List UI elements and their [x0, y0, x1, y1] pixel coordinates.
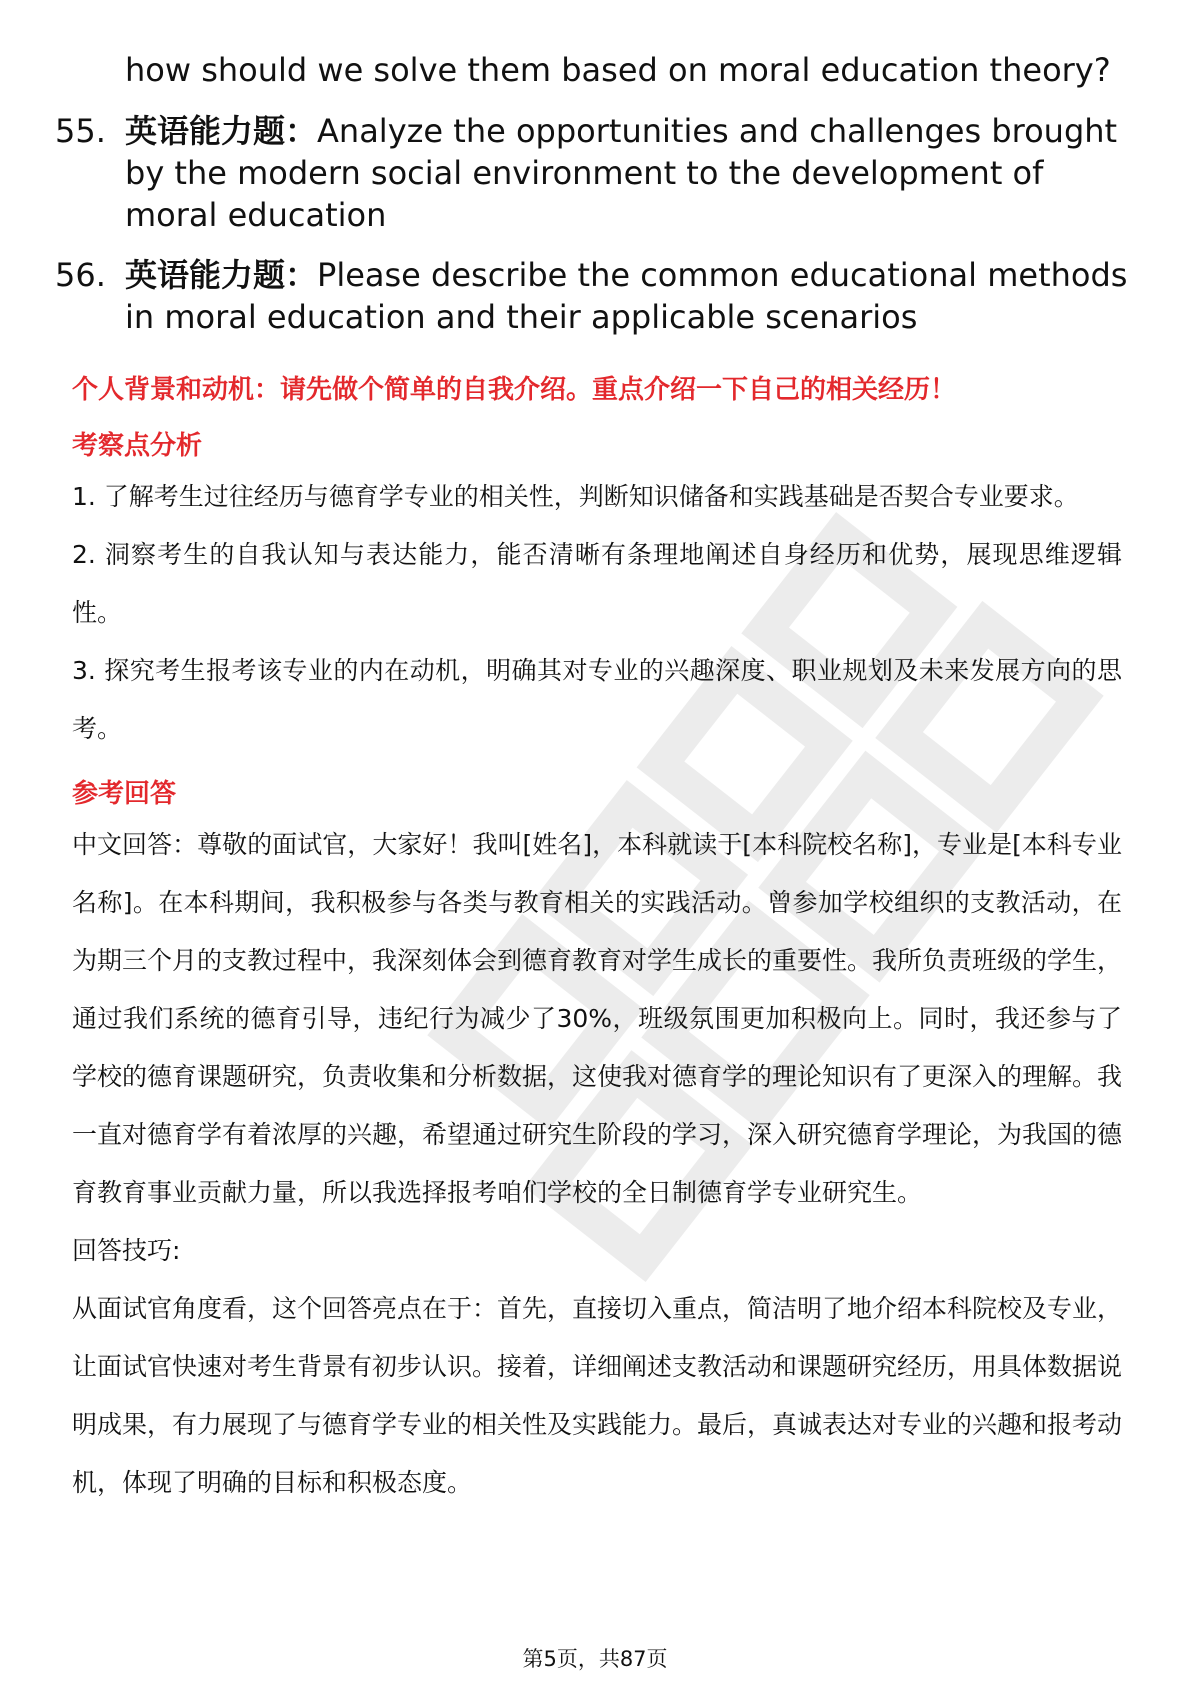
- answer-section: [72, 372, 1122, 1512]
- tips-text: 从面试官角度看，这个回答亮点在于：首先，直接切入重点，简洁明了地介绍本科院校及专业，让面试官快速对考生背景有初步认识。接着，详细阐述支教活动和课题研究经历，用具体数据说明成果，有力展现了与德育学专业的相关性及实践能力。最后，真诚表达对专业的兴趣和报考动机，体现了明确的目标和积极态度。: [72, 1294, 1123, 1497]
- question-continuation: how should we solve them based on moral education theory?: [125, 51, 1111, 89]
- page-number: 第5页，共87页: [522, 1647, 668, 1671]
- question-number: 55.: [55, 112, 106, 150]
- answer-heading: 参考回答: [72, 779, 177, 809]
- tips-label: 回答技巧:: [72, 1236, 181, 1265]
- motive-heading: 个人背景和动机：请先做个简单的自我介绍。重点介绍一下自己的相关经历！: [72, 375, 957, 405]
- answer-text: 中文回答：尊敬的面试官，大家好！我叫[姓名]，本科就读于[本科院校名称]，专业是[本科专业名称]。在本科期间，我积极参与各类与教育相关的实践活动。曾参加学校组织的支教活动，在为期三个月的支教过程中，我深刻体会到德育教育对学生成长的重要性。我所负责班级的学生，通过我们系统的德育引导，违纪行为减少了30%，班级氛围更加积极向上。同时，我还参与了学校的德育课题研究，负责收集和分析数据，这使我对德育学的理论知识有了更深入的理解。我一直对德育学有着浓厚的兴趣，希望通过研究生阶段的学习，深入研究德育学理论，为我国的德育教育事业贡献力量，所以我选择报考咱们学校的全日制德育学专业研究生。: [72, 830, 1123, 1207]
- question-list: [55, 48, 1130, 338]
- question-55: [55, 110, 1130, 236]
- analysis-point: 2. 洞察考生的自我认知与表达能力，能否清晰有条理地阐述自身经历和优势，展现思维逻辑性。: [72, 540, 1122, 627]
- analysis-point: 1. 了解考生过往经历与德育学专业的相关性，判断知识储备和实践基础是否契合专业要求。: [72, 482, 1079, 511]
- analysis-point: 3. 探究考生报考该专业的内在动机，明确其对专业的兴趣深度、职业规划及未来发展方向的思考。: [72, 656, 1122, 743]
- question-tag: 英语能力题：: [125, 112, 318, 150]
- question-text: Analyze the opportunities and challenges brought by the modern social environment to the development of moral education: [125, 112, 1118, 234]
- analysis-heading: 考察点分析: [72, 431, 203, 461]
- question-number: 56.: [55, 256, 106, 294]
- question-text: Please describe the common educational methods in moral education and their applicable scenarios: [125, 256, 1128, 336]
- question-56: [55, 254, 1130, 338]
- question-tag: 英语能力题：: [125, 256, 318, 294]
